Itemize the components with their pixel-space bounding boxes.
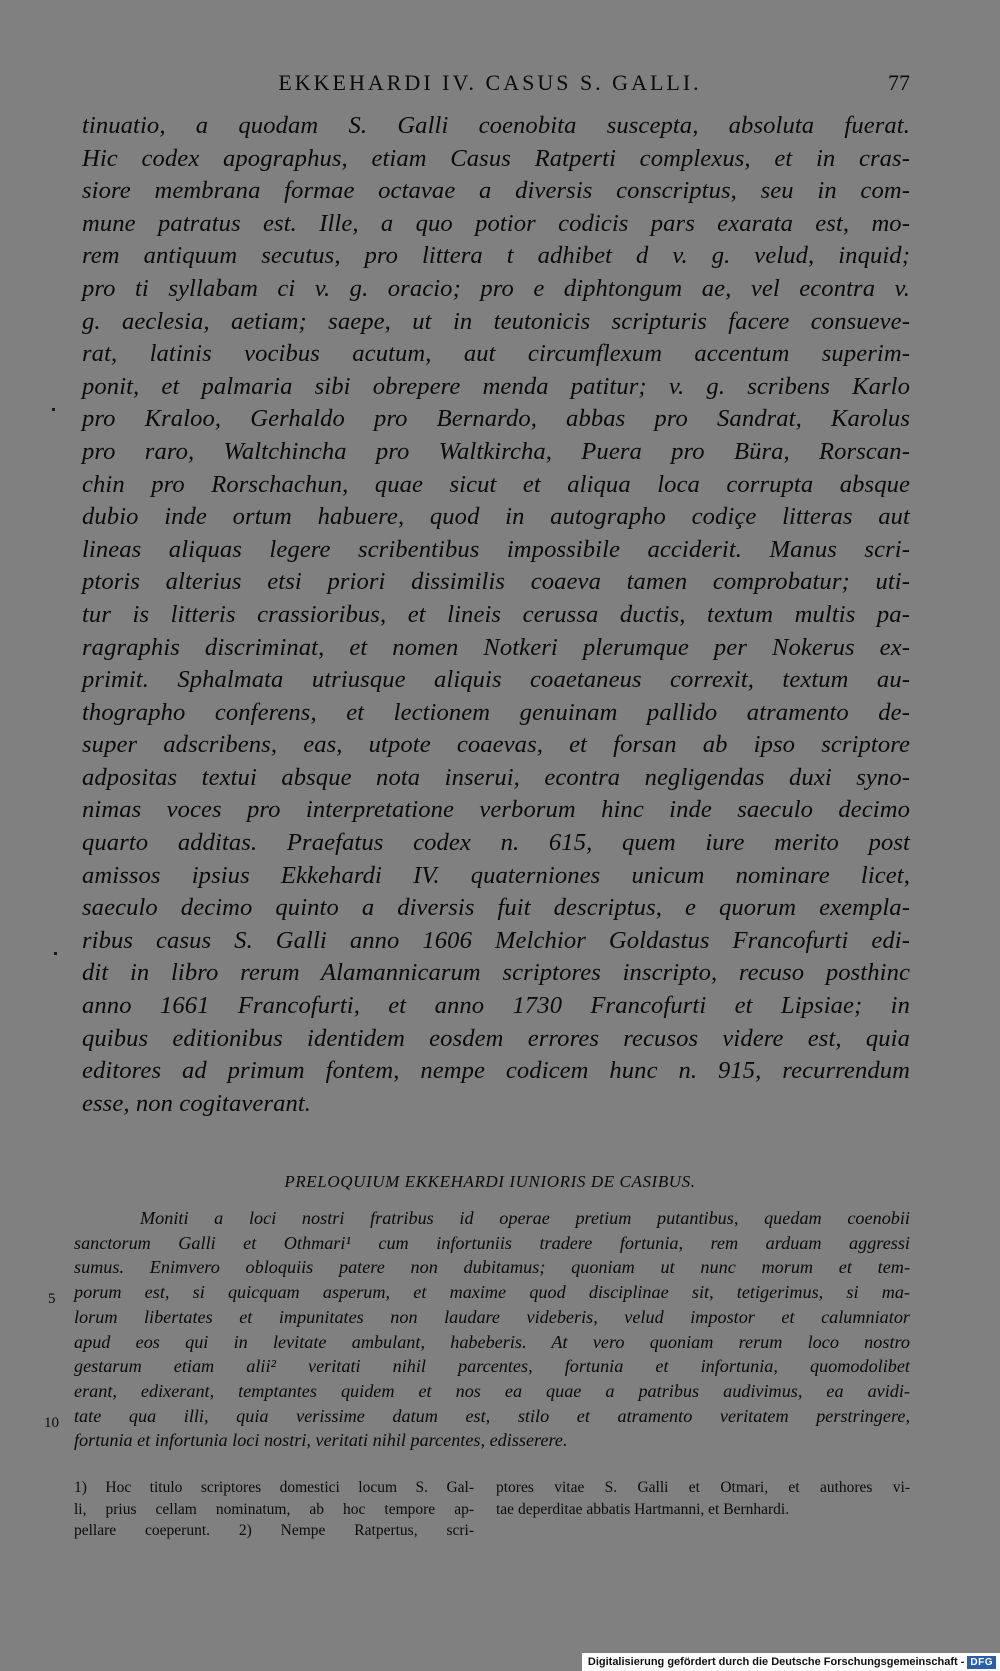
prelude-line: lorum libertates et impunitates non laudare videberis, velud impostor et calumniator [74, 1306, 910, 1327]
text-line: pro Kraloo, Gerhaldo pro Bernardo, abbas pro Sandrat, Karolus [82, 405, 910, 433]
footnote-line: pellare coeperunt. 2) Nempe Ratpertus, scri- [74, 1522, 474, 1539]
text-line: rem antiquum secutus, pro littera t adhibet d v. g. velud, inquid; [82, 242, 910, 270]
prelude-line: sanctorum Galli et Othmari¹ cum infortuniis tradere fortunia, rem arduam aggressi [74, 1232, 910, 1253]
text-line: Hic codex apographus, etiam Casus Ratperti complexus, et in cras- [82, 144, 910, 172]
running-head [70, 70, 910, 100]
text-line: editores ad primum fontem, nempe codicem hunc n. 915, recurrendum [82, 1057, 910, 1085]
text-line: adpositas textui absque nota inserui, econtra negligendas duxi syno- [82, 763, 910, 791]
prelude-line: porum est, si quicquam asperum, et maxime quod disciplinae sit, tetigerimus, si ma- [74, 1282, 910, 1303]
prelude-line: erant, edixerant, temptantes quidem et nos ea quae a patribus audivimus, ea avidi- [74, 1380, 910, 1401]
text-line: anno 1661 Francofurti, et anno 1730 Francofurti et Lipsiae; in [82, 992, 910, 1020]
text-line: nimas voces pro interpretatione verborum hinc inde saeculo decimo [82, 796, 910, 824]
prelude-line: apud eos qui in levitate ambulant, habeberis. At vero quoniam rerum loco nostro [74, 1331, 910, 1352]
section-heading: PRELOQUIUM EKKEHARDI IUNIORIS DE CASIBUS. [284, 1172, 696, 1191]
margin-dot [54, 952, 57, 955]
prelude-line: tate qua illi, quia verissime datum est, stilo et atramento veritatem perstringere, [74, 1405, 910, 1426]
dfg-logo-icon: DFG [967, 1656, 996, 1669]
text-line: tinuatio, a quodam S. Galli coenobita suscepta, absoluta fuerat. [82, 112, 910, 139]
text-line: esse, non cogitaverant. [82, 1089, 312, 1117]
footnotes [74, 1477, 910, 1557]
text-line: thographo conferens, et lectionem genuinam pallido atramento de- [82, 698, 910, 726]
text-line: lineas aliquas legere scribentibus impossibile acciderit. Manus scri- [82, 535, 910, 563]
prelude-line: Moniti a loci nostri fratribus id operae pretium putantibus, quedam coenobii [140, 1208, 910, 1228]
prelude-line: sumus. Enimvero obloquiis patere non dubitamus; quoniam ut nunc morum et tem- [74, 1257, 910, 1278]
text-line: rat, latinis vocibus acutum, aut circumflexum accentum superim- [82, 340, 910, 368]
prelude-line: fortunia et infortunia loci nostri, veritati nihil parcentes, edisserere. [74, 1430, 568, 1451]
text-line: siore membrana formae octavae a diversis conscriptus, seu in com- [82, 177, 910, 205]
main-text-block [82, 110, 910, 1120]
footnote-line: 1) Hoc titulo scriptores domestici locum S. Gal- [74, 1479, 474, 1496]
text-line: ponit, et palmaria sibi obrepere menda patitur; v. g. scribens Karlo [82, 372, 910, 400]
running-title: EKKEHARDI IV. CASUS S. GALLI. [278, 70, 702, 95]
prelude-text-block [74, 1206, 910, 1453]
page-number: 77 [888, 70, 910, 95]
footnote-line: li, prius cellam nominatum, ab hoc tempore ap- [74, 1500, 474, 1518]
text-line: quibus editionibus identidem eosdem errores recusos videre est, quia [82, 1024, 910, 1052]
prelude-line: gestarum etiam alii² veritati nihil parcentes, fortunia et infortunia, quomodolibet [74, 1356, 910, 1377]
footnote-column-right [496, 1477, 910, 1520]
text-line: dubio inde ortum habuere, quod in autographo codiçe litteras aut [82, 503, 910, 531]
margin-dot [52, 408, 55, 411]
line-number-10: 10 [44, 1415, 59, 1431]
digitization-credit [582, 1653, 1000, 1671]
text-line: primit. Sphalmata utriusque aliquis coaetaneus correxit, textum au- [82, 666, 910, 694]
text-line: pro raro, Waltchincha pro Waltkircha, Puera pro Büra, Rorscan- [82, 437, 910, 465]
footnote-line: ptores vitae S. Galli et Otmari, et authores vi- [496, 1479, 910, 1496]
text-line: g. aeclesia, aetiam; saepe, ut in teutonicis scripturis facere consueve- [82, 307, 910, 335]
text-line: quarto additas. Praefatus codex n. 615, quem iure merito post [82, 829, 910, 857]
credit-text: Digitalisierung gefördert durch die Deutsche Forschungsgemeinschaft - [587, 1656, 965, 1668]
text-line: ptoris alterius etsi priori dissimilis coaeva tamen comprobatur; uti- [82, 568, 910, 596]
text-line: saeculo decimo quinto a diversis fuit descriptus, e quorum exempla- [82, 894, 910, 922]
footnote-line: tae deperditae abbatis Hartmanni, et Bernhardi. [496, 1500, 790, 1518]
text-line: amissos ipsius Ekkehardi IV. quaterniones unicum nominare licet, [82, 861, 910, 889]
footnote-column-left [74, 1477, 474, 1542]
text-line: super adscribens, eas, utpote coaevas, et forsan ab ipso scriptore [82, 731, 910, 759]
line-number-5: 5 [48, 1291, 56, 1307]
text-line: ribus casus S. Galli anno 1606 Melchior Goldastus Francofurti edi- [82, 926, 910, 954]
text-line: chin pro Rorschachun, quae sicut et aliqua loca corrupta absque [82, 470, 910, 498]
text-line: dit in libro rerum Alamannicarum scriptores inscripto, recuso posthinc [82, 959, 910, 987]
text-line: ragraphis discriminat, et nomen Notkeri plerumque per Nokerus ex- [82, 633, 910, 661]
text-line: tur is litteris crassioribus, et lineis cerussa ductis, textum multis pa- [82, 600, 910, 628]
text-line: pro ti syllabam ci v. g. oracio; pro e diphtongum ae, vel econtra v. [82, 274, 910, 302]
text-line: mune patratus est. Ille, a quo potior codicis pars exarata est, mo- [82, 209, 910, 237]
